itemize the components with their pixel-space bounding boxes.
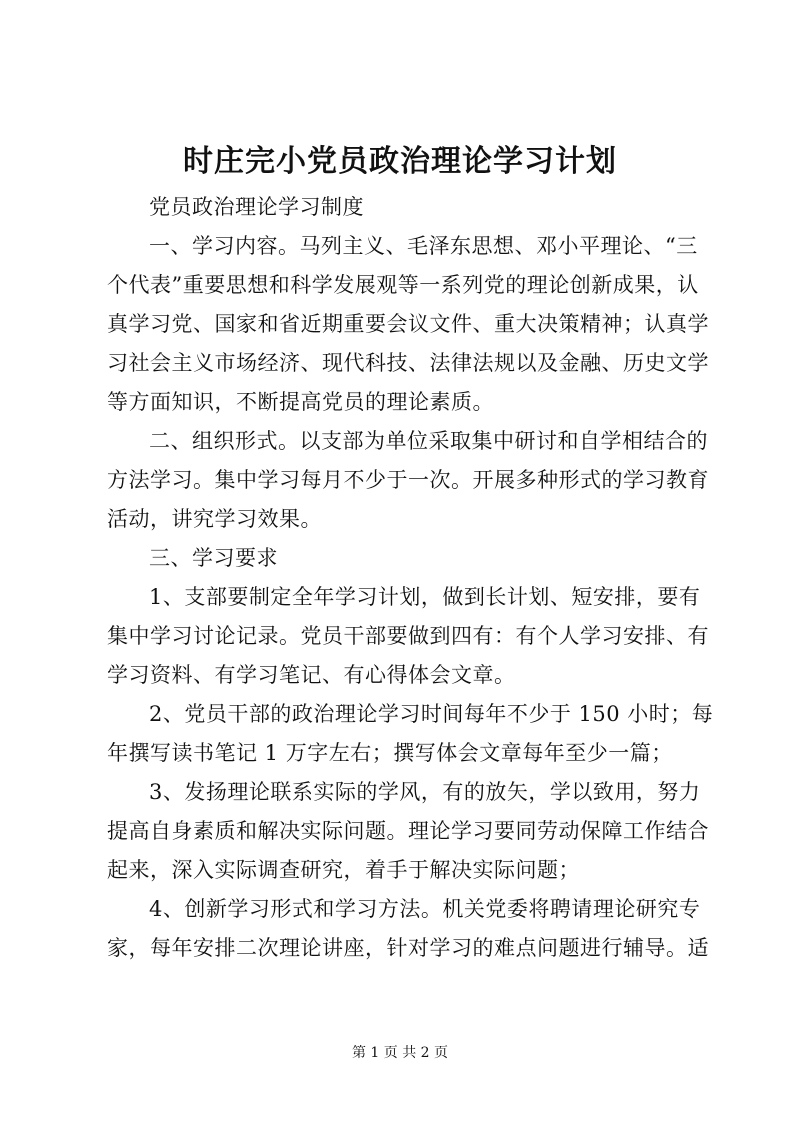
body-line: 年撰写读书笔记 1 万字左右；撰写体会文章每年至少一篇；	[107, 741, 673, 765]
body-line: 等方面知识，不断提高党员的理论素质。	[107, 390, 494, 414]
body-line: 3、发扬理论联系实际的学风，有的放矢，学以致用，努力	[149, 780, 701, 804]
body-line: 4、创新学习形式和学习方法。机关党委将聘请理论研究专	[149, 897, 701, 921]
body-line: 1、支部要制定全年学习计划，做到长计划、短安排，要有	[149, 585, 701, 609]
body-line: 方法学习。集中学习每月不少于一次。开展多种形式的学习教育	[107, 468, 709, 492]
page-footer: 第 1 页 共 2 页	[351, 1045, 449, 1061]
body-line: 2、党员干部的政治理论学习时间每年不少于 150 小时；每	[149, 702, 714, 726]
body-line: 三、学习要求	[149, 546, 278, 570]
body-line: 习社会主义市场经济、现代科技、法律法规以及金融、历史文学	[107, 351, 709, 375]
body-line: 起来，深入实际调查研究，着手于解决实际问题；	[107, 858, 580, 882]
body-line: 提高自身素质和解决实际问题。理论学习要同劳动保障工作结合	[107, 819, 709, 843]
body-line: 学习资料、有学习笔记、有心得体会文章。	[107, 663, 516, 687]
body-line: 一、学习内容。马列主义、毛泽东思想、邓小平理论、“三	[149, 234, 698, 258]
body-line: 活动，讲究学习效果。	[107, 507, 322, 531]
body-line: 真学习党、国家和省近期重要会议文件、重大决策精神；认真学	[107, 312, 709, 336]
document-title: 时庄完小党员政治理论学习计划	[183, 144, 617, 179]
body-line: 家，每年安排二次理论讲座，针对学习的难点问题进行辅导。适	[107, 936, 709, 960]
document-body	[107, 188, 714, 968]
body-line: 集中学习讨论记录。党员干部要做到四有：有个人学习安排、有	[107, 624, 709, 648]
body-line: 党员政治理论学习制度	[149, 195, 364, 219]
body-line: 二、组织形式。以支部为单位采取集中研讨和自学相结合的	[149, 429, 708, 453]
body-line: 个代表”重要思想和科学发展观等一系列党的理论创新成果，认	[107, 273, 699, 297]
